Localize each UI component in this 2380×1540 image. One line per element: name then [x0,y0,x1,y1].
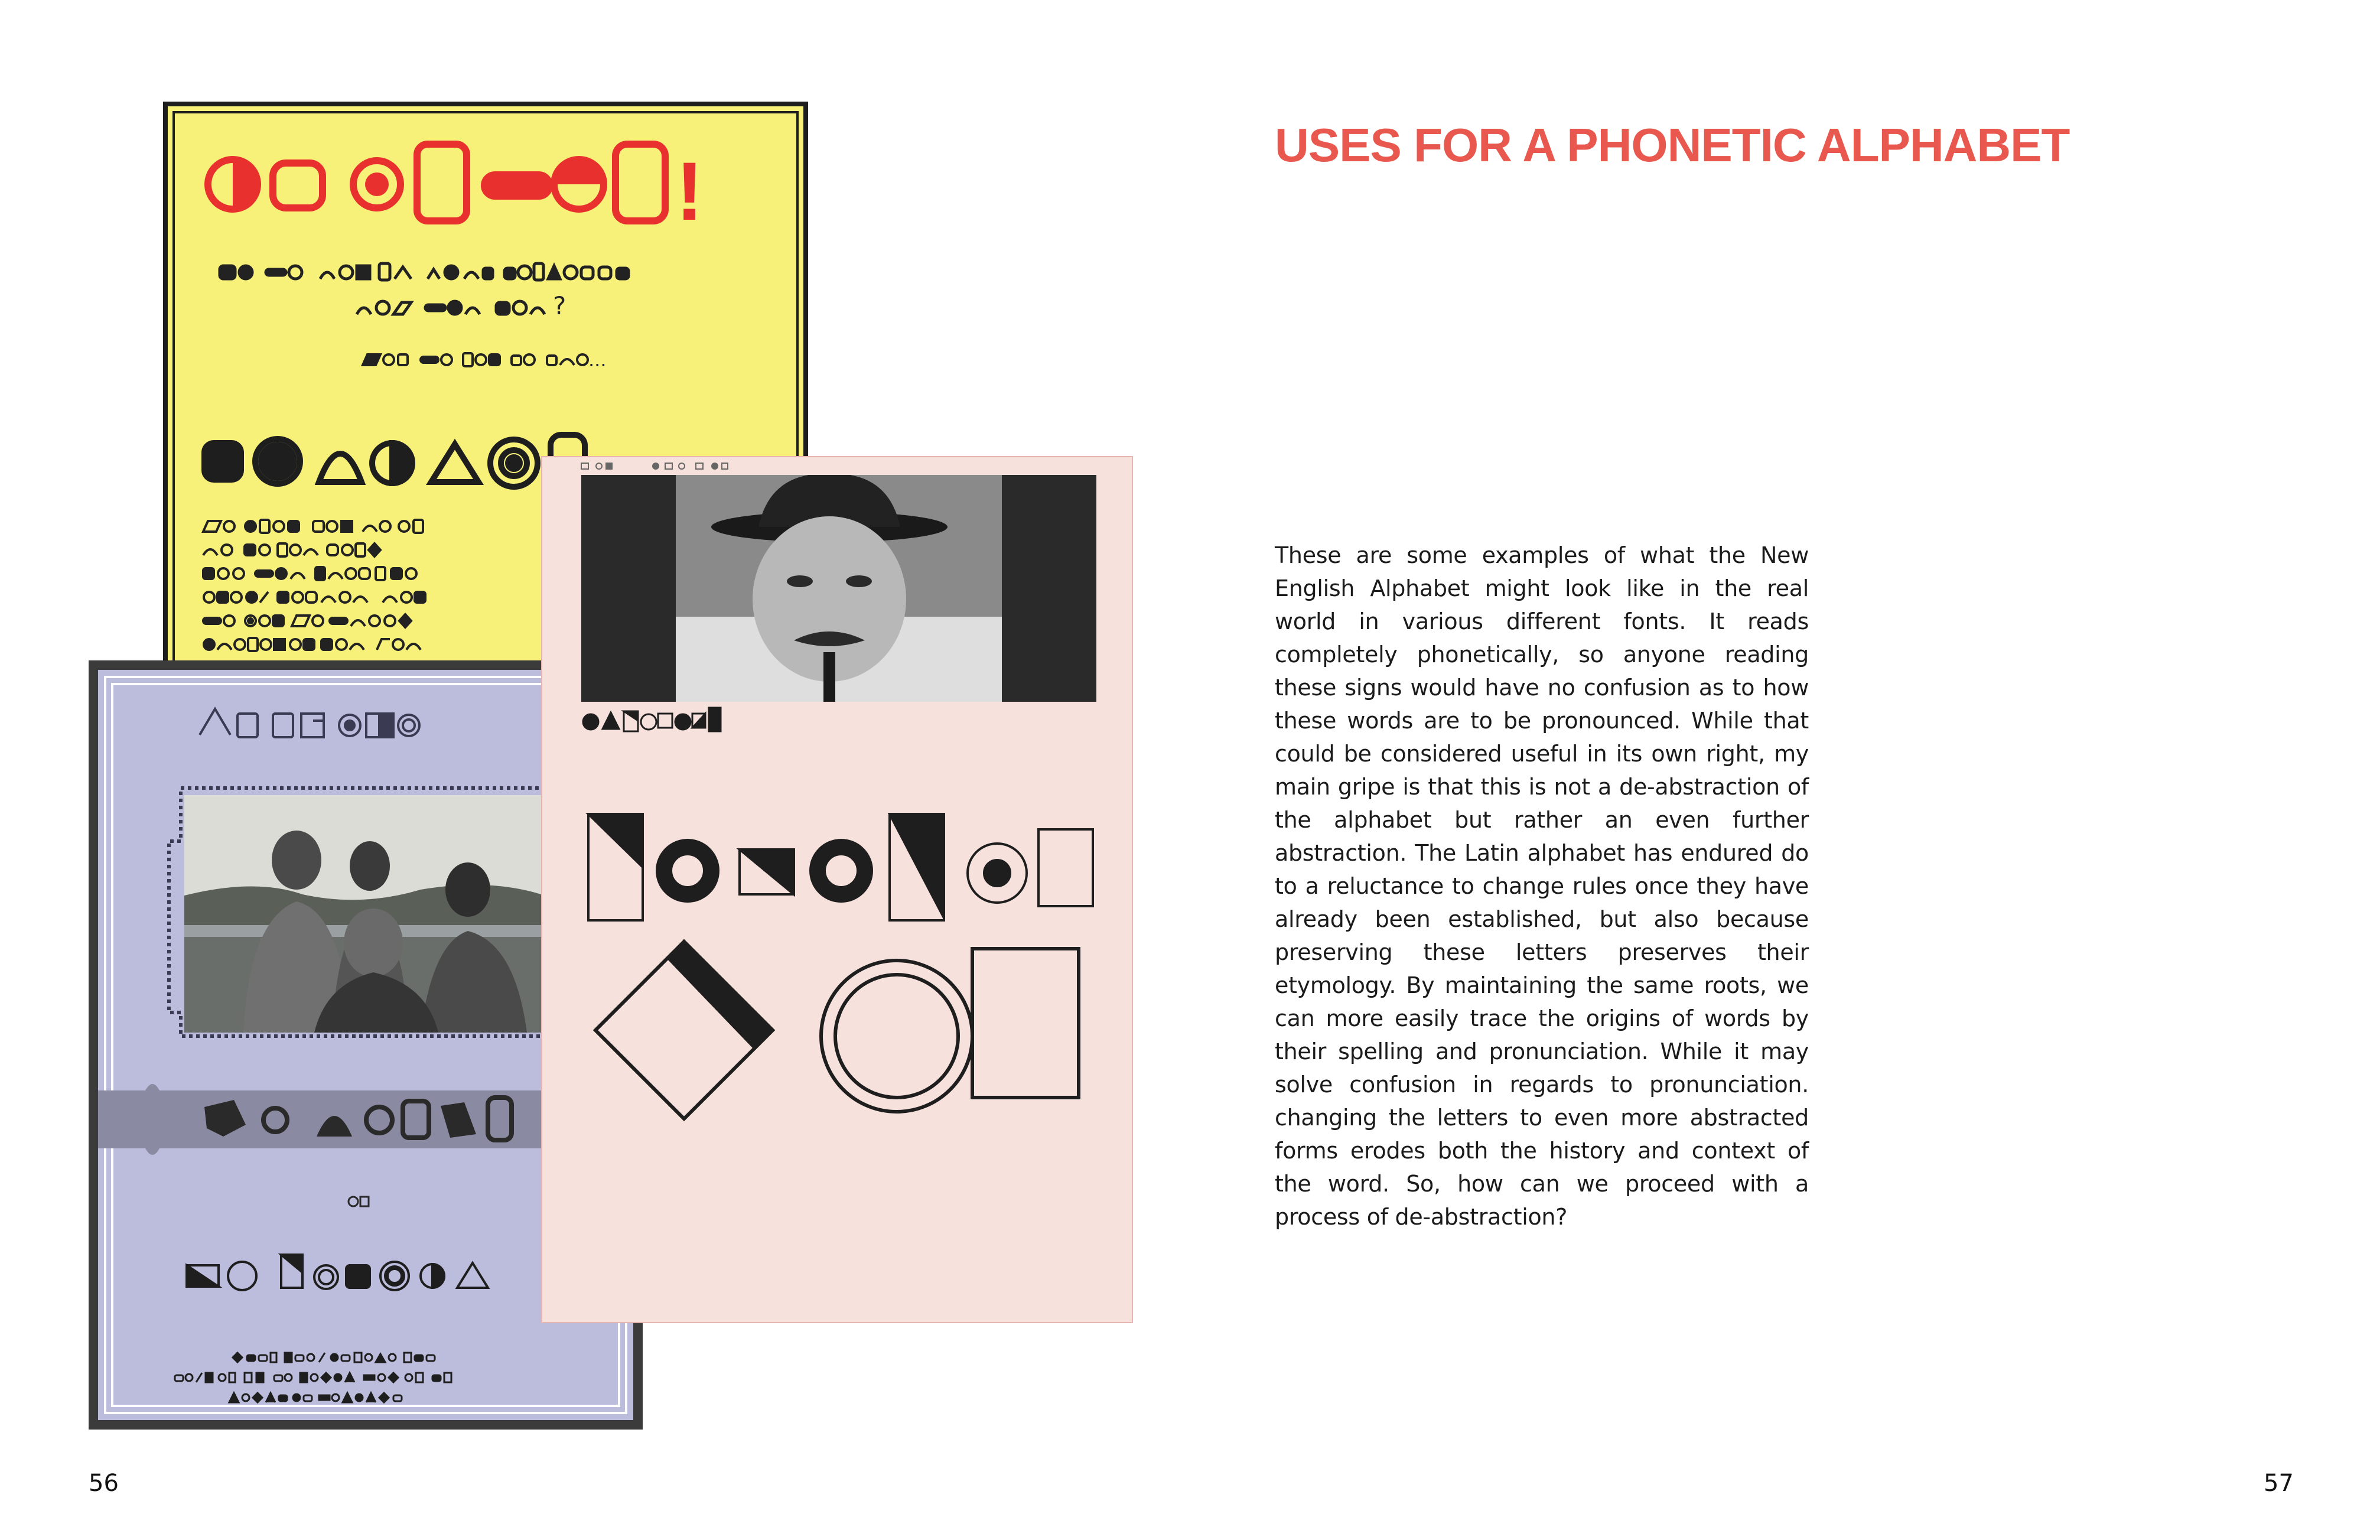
yellow-line3-ellipsis: ... [588,349,607,371]
pink-poster [541,456,1133,1323]
left-page-number: 56 [89,1470,119,1497]
yellow-line2-question: ? [553,291,566,320]
band-photo [184,795,545,1033]
right-page-number: 57 [2264,1470,2294,1497]
article-body: These are some examples of what the New English Alphabet might look like in the real world in various different fonts. It reads completely phonetically, so anyone reading these signs would have no confusion as to how these words are to be pronounced. While that could be considered useful in its own right, my main gripe is that this is not a de-abstraction of the alphabet but rather an even further abstraction. The Latin alphabet has endured do to a reluctance to change rules once they have already been established, but also because preserving these letters preserves their etymology. By maintaining the same roots, we can more easily trace the origins of words by their spelling and pronunciation. While it may solve confusion in regards to pronunciation. changing the letters to even more abstracted forms erodes both the history and context of the word. So, how can we proceed with a process of de-abstraction? [1275,542,1809,1230]
article-title: USES FOR A PHONETIC ALPHABET [1275,119,2070,171]
yellow-headline-bang: ! [676,145,704,237]
film-still-photo [581,475,1096,702]
